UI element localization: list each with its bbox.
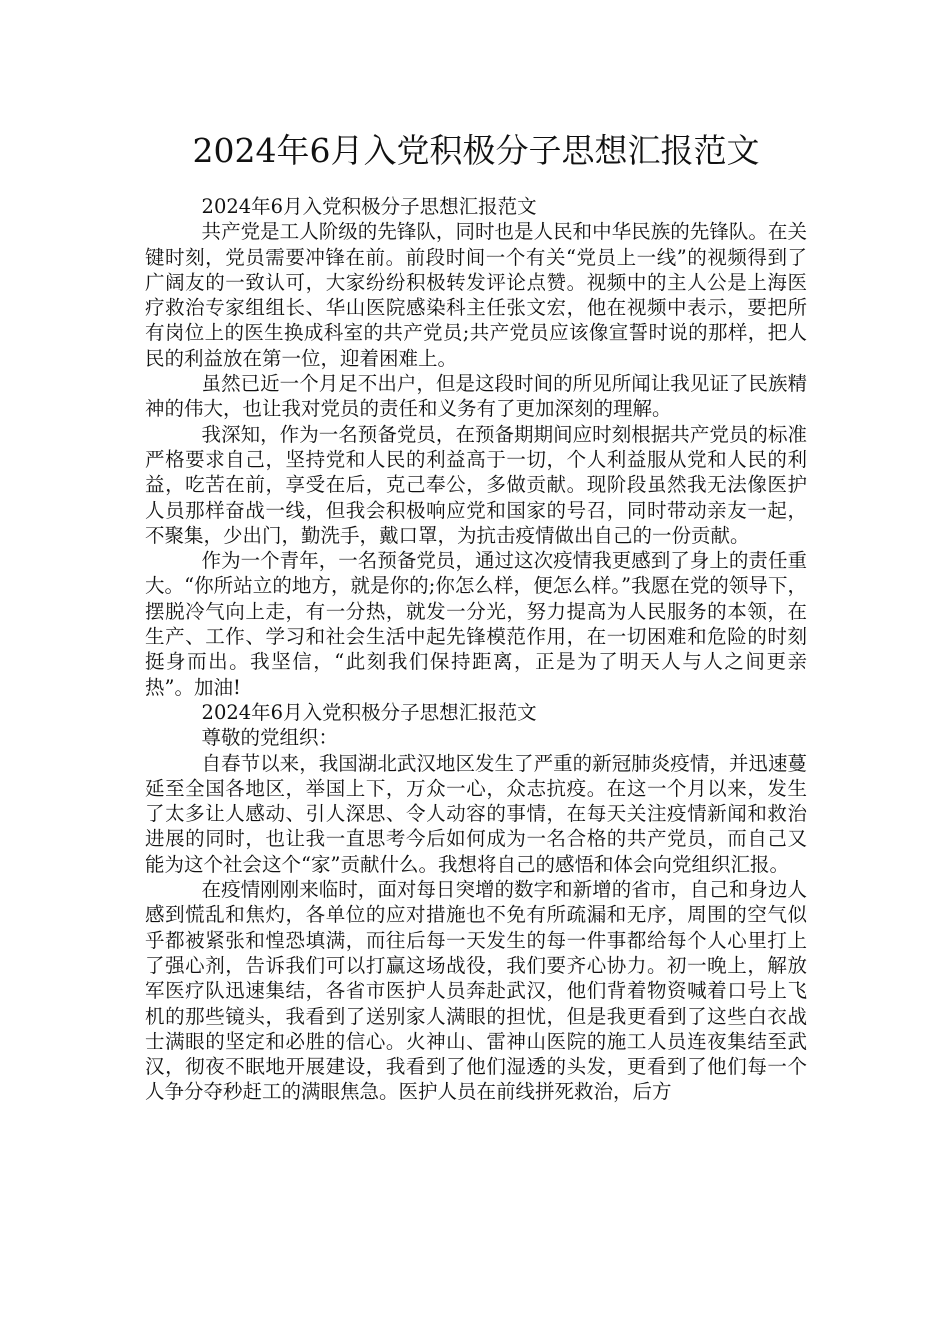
section-heading: 2024年6月入党积极分子思想汇报范文 bbox=[201, 195, 537, 218]
paragraph: 虽然已近一个月足不出户，但是这段时间的所见所闻让我见证了民族精神的伟大，也让我对党员的责任和义务有了更加深刻的理解。 bbox=[145, 372, 807, 421]
section-heading: 2024年6月入党积极分子思想汇报范文 bbox=[201, 700, 537, 724]
paragraph: 我深知，作为一名预备党员，在预备期期间应时刻根据共产党员的标准严格要求自己，坚持党和人民的利益高于一切，个人利益服从党和人民的利益，吃苦在前，享受在后，克己奉公，多做贡献。现阶段虽然我无法像医护人员那样奋战一线，但我会积极响应党和国家的号召，同时带动亲友一起，不聚集，少出门，勤洗手，戴口罩，为抗击疫情做出自己的一份贡献。 bbox=[145, 422, 807, 547]
document-body bbox=[145, 194, 807, 1105]
paragraph: 在疫情刚刚来临时，面对每日突增的数字和新增的省市，自己和身边人感到慌乱和焦灼，各单位的应对措施也不免有所疏漏和无序，周围的空气似乎都被紧张和惶恐填满，而往后每一天发生的每一件事都给每个人心里打上了强心剂，告诉我们可以打赢这场战役，我们要齐心协力。初一晚上，解放军医疗队迅速集结，各省市医护人员奔赴武汉，他们背着物资喊着口号上飞机的那些镜头，我看到了送别家人满眼的担忧，但是我更看到了这些白衣战士满眼的坚定和必胜的信心。火神山、雷神山医院的施工人员连夜集结至武汉，彻夜不眠地开展建设，我看到了他们湿透的头发，更看到了他们每一个人争分夺秒赶工的满眼焦急。医护人员在前线拼死救治，后方 bbox=[145, 878, 807, 1104]
document-page bbox=[145, 0, 807, 1105]
document-title: 2024年6月入党积极分子思想汇报范文 bbox=[192, 131, 760, 170]
paragraph: 作为一个青年，一名预备党员，通过这次疫情我更感到了身上的责任重大。“你所站立的地方，就是你的;你怎么样，便怎么样。”我愿在党的领导下，摆脱冷气向上走，有一分热，就发一分光，努力提高为人民服务的本领，在生产、工作、学习和社会生活中起先锋模范作用，在一切困难和危险的时刻挺身而出。我坚信，“此刻我们保持距离，正是为了明天人与人之间更亲热”。加油! bbox=[145, 549, 807, 699]
paragraph: 共产党是工人阶级的先锋队，同时也是人民和中华民族的先锋队。在关键时刻，党员需要冲锋在前。前段时间一个有关“党员上一线”的视频得到了广阔友的一致认可，大家纷纷积极转发评论点赞。视频中的主人公是上海医疗救治专家组组长、华山医院感染科主任张文宏，他在视频中表示，要把所有岗位上的医生换成科室的共产党员;共产党员应该像宣誓时说的那样，把人民的利益放在第一位，迎着困难上。 bbox=[145, 220, 807, 370]
salutation: 尊敬的党组织： bbox=[201, 726, 339, 750]
paragraph: 自春节以来，我国湖北武汉地区发生了严重的新冠肺炎疫情，并迅速蔓延至全国各地区，举国上下，万众一心，众志抗疫。在这一个月以来，发生了太多让人感动、引人深思、令人动容的事情，在每天关注疫情新闻和救治进展的同时，也让我一直思考今后如何成为一名合格的共产党员，而自己又能为这个社会这个“家”贡献什么。我想将自己的感悟和体会向党组织汇报。 bbox=[145, 751, 807, 876]
